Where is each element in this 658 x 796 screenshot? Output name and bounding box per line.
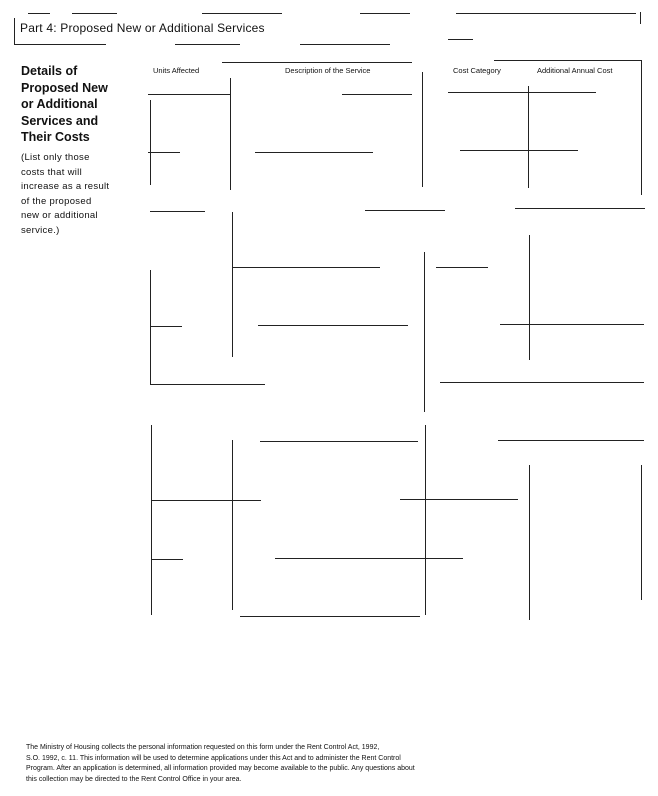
heading-line: Details of: [21, 64, 78, 78]
grid-line: [529, 235, 530, 360]
column-header-description: Description of the Service: [285, 66, 371, 75]
section-note: [21, 151, 131, 238]
grid-line: [232, 212, 233, 357]
footer-line: Program. After an application is determined, all information provided may become available to the public. Any questions about: [26, 765, 415, 772]
grid-line: [232, 267, 380, 268]
header-rule: [222, 62, 412, 63]
grid-line: [528, 86, 529, 188]
note-line: of the proposed: [21, 195, 92, 207]
top-rule: [360, 13, 410, 14]
heading-line: Their Costs: [21, 130, 90, 144]
grid-line: [424, 252, 425, 412]
part-box-bottom: [448, 39, 473, 40]
section-heading: [21, 63, 131, 146]
grid-line: [240, 616, 420, 617]
privacy-notice: [26, 743, 526, 785]
note-line: service.): [21, 224, 60, 236]
grid-line: [641, 60, 642, 195]
grid-line: [448, 92, 596, 93]
heading-line: Services and: [21, 113, 99, 128]
part-box-right: [640, 12, 641, 24]
grid-line: [151, 425, 152, 615]
note-line: costs that will: [21, 166, 82, 178]
grid-line: [275, 558, 463, 559]
grid-line: [515, 208, 645, 209]
top-rule: [202, 13, 282, 14]
grid-line: [425, 425, 426, 615]
grid-line: [460, 150, 578, 151]
grid-line: [440, 382, 644, 383]
note-line: (List only those: [21, 152, 90, 163]
part-box-bottom: [14, 44, 106, 45]
grid-line: [529, 465, 530, 620]
heading-line: or Additional: [21, 97, 98, 111]
grid-line: [255, 152, 373, 153]
grid-line: [342, 94, 412, 95]
footer-line: S.O. 1992, c. 11. This information will be used to determine applications under this Act and to administer the Rent Control: [26, 754, 401, 762]
grid-line: [500, 324, 644, 325]
footer-line: The Ministry of Housing collects the personal information requested on this form under the Rent Control Act, 1992,: [26, 744, 380, 751]
grid-line: [232, 440, 233, 610]
grid-line: [151, 559, 183, 560]
header-rule: [494, 60, 642, 61]
grid-line: [260, 441, 418, 442]
column-header-cost-category: Cost Category: [453, 66, 501, 75]
grid-line: [150, 326, 182, 327]
grid-line: [641, 465, 642, 600]
grid-line: [436, 267, 488, 268]
part-box-bottom: [300, 44, 390, 45]
part-box-left: [14, 18, 15, 44]
heading-line: Proposed New: [21, 80, 108, 95]
grid-line: [150, 100, 151, 185]
note-line: new or additional: [21, 210, 98, 221]
grid-line: [365, 210, 445, 211]
grid-line: [230, 78, 231, 190]
part-title: Part 4: Proposed New or Additional Services: [20, 21, 265, 35]
grid-line: [150, 211, 205, 212]
top-rule: [456, 13, 636, 14]
grid-line: [498, 440, 644, 441]
footer-line: this collection may be directed to the Rent Control Office in your area.: [26, 775, 242, 783]
part-box-bottom: [175, 44, 240, 45]
grid-line: [400, 499, 518, 500]
top-rule: [72, 13, 117, 14]
grid-line: [258, 325, 408, 326]
grid-line: [148, 152, 180, 153]
column-header-units: Units Affected: [153, 66, 200, 75]
grid-line: [151, 500, 261, 501]
grid-line: [150, 384, 265, 385]
top-rule: [28, 13, 50, 14]
grid-line: [148, 94, 230, 95]
grid-line: [150, 270, 151, 385]
column-header-annual-cost: Additional Annual Cost: [537, 66, 613, 75]
note-line: increase as a result: [21, 181, 110, 192]
grid-line: [422, 72, 423, 187]
